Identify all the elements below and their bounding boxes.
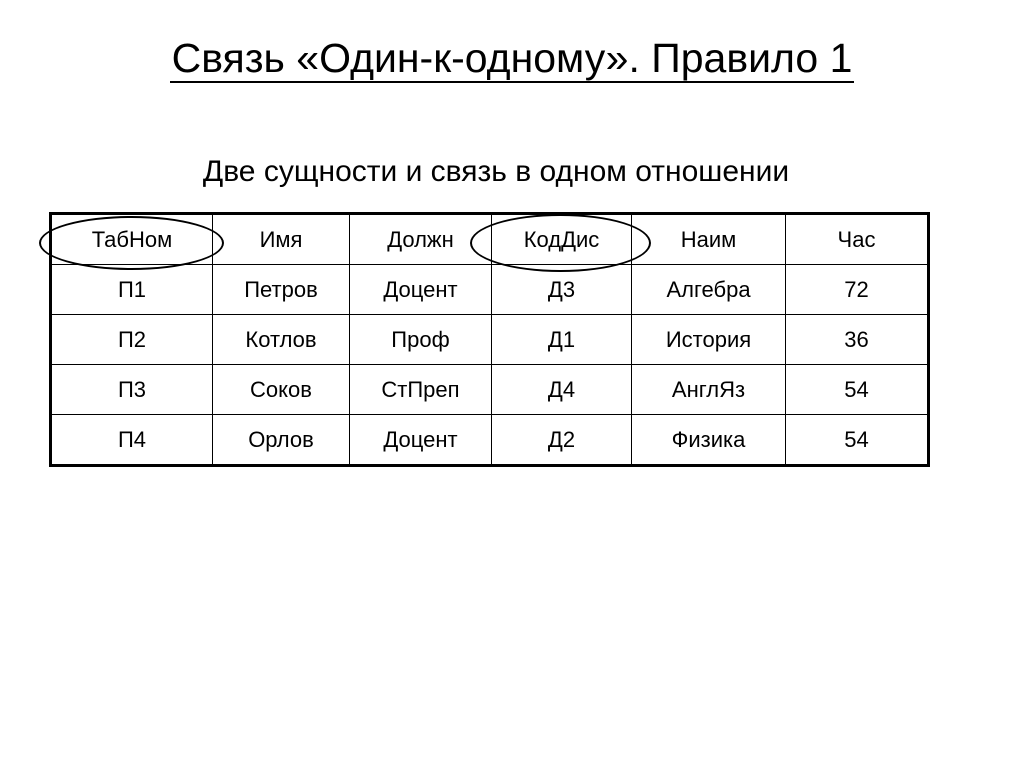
table-cell: Проф <box>350 315 492 365</box>
table-cell: Д1 <box>492 315 632 365</box>
table-cell: 36 <box>786 315 929 365</box>
table-row <box>51 315 929 365</box>
table-cell: Алгебра <box>632 265 786 315</box>
table-cell: Петров <box>213 265 350 315</box>
table-cell: Физика <box>632 415 786 466</box>
slide-subtitle: Две сущности и связь в одном отношении <box>202 155 790 188</box>
table-row <box>51 365 929 415</box>
slide-title-text: Связь «Один-к-одному». Правило 1 <box>171 35 853 81</box>
header-discipline-title: Наим <box>632 214 786 265</box>
table-cell: Доцент <box>350 415 492 466</box>
table-cell: Д4 <box>492 365 632 415</box>
header-name: Имя <box>213 214 350 265</box>
table-cell: 54 <box>786 415 929 466</box>
table-cell: Котлов <box>213 315 350 365</box>
table-cell: 72 <box>786 265 929 315</box>
slide-title <box>0 32 1024 84</box>
table-cell: Орлов <box>213 415 350 466</box>
table-cell: Доцент <box>350 265 492 315</box>
table-cell: Д2 <box>492 415 632 466</box>
table-cell: СтПреп <box>350 365 492 415</box>
table-cell: П2 <box>51 315 213 365</box>
header-discipline-code: КодДис <box>492 214 632 265</box>
header-hours: Час <box>786 214 929 265</box>
table-cell: П1 <box>51 265 213 315</box>
table-cell: П4 <box>51 415 213 466</box>
table-header-row <box>51 214 929 265</box>
header-position: Должн <box>350 214 492 265</box>
table-cell: Соков <box>213 365 350 415</box>
relation-table <box>49 212 930 467</box>
header-tabnom: ТабНом <box>51 214 213 265</box>
table-cell: Д3 <box>492 265 632 315</box>
table-cell: 54 <box>786 365 929 415</box>
table-row <box>51 265 929 315</box>
table-row <box>51 415 929 466</box>
table-cell: АнглЯз <box>632 365 786 415</box>
table-cell: П3 <box>51 365 213 415</box>
table-cell: История <box>632 315 786 365</box>
